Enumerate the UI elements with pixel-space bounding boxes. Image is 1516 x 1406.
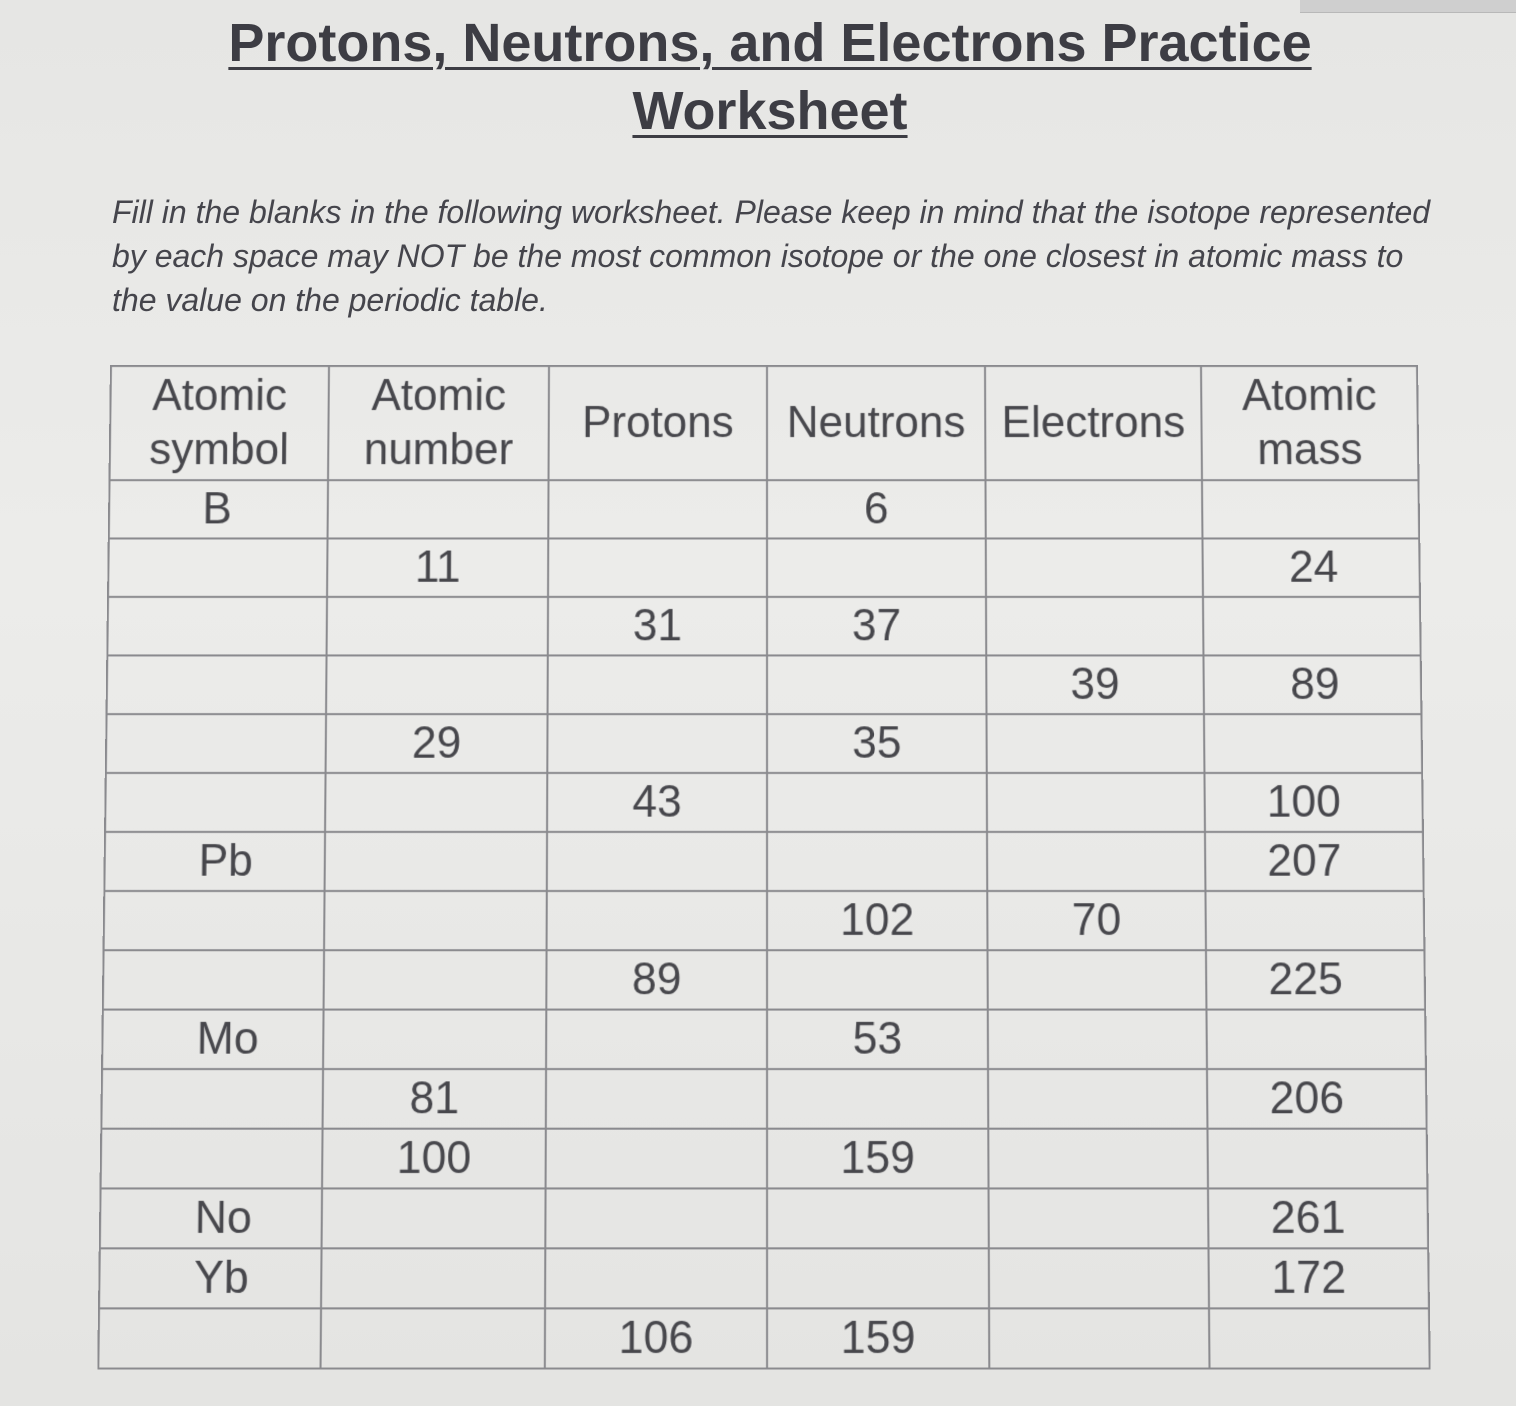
cell-atomic-symbol — [104, 891, 325, 950]
cell-atomic-symbol: Mo — [102, 1010, 323, 1069]
cell-neutrons — [767, 1069, 988, 1129]
cell-electrons — [986, 538, 1203, 596]
cell-protons — [548, 480, 767, 538]
table-row — [101, 1069, 1426, 1129]
cell-protons: 31 — [548, 597, 767, 656]
cell-neutrons — [767, 950, 988, 1009]
cell-atomic-number — [323, 1010, 546, 1069]
cell-neutrons — [767, 832, 987, 891]
cell-electrons — [986, 597, 1203, 656]
table-row — [107, 597, 1420, 656]
page-title-line-1: Protons, Neutrons, and Electrons Practice — [228, 13, 1312, 73]
cell-electrons — [989, 1248, 1209, 1308]
cell-atomic-number — [324, 950, 547, 1009]
cell-atomic-mass: 261 — [1208, 1188, 1428, 1248]
cell-atomic-mass — [1207, 1129, 1427, 1189]
table-row — [107, 655, 1422, 714]
cell-atomic-symbol: B — [109, 480, 328, 538]
cell-electrons — [986, 714, 1204, 773]
cell-atomic-symbol: No — [100, 1188, 322, 1248]
cell-electrons: 39 — [986, 655, 1204, 714]
table-row — [104, 832, 1423, 891]
cell-atomic-number: 81 — [323, 1069, 547, 1129]
cell-atomic-symbol: Yb — [99, 1248, 321, 1308]
table-row — [99, 1248, 1429, 1308]
cell-neutrons: 35 — [767, 714, 987, 773]
cell-atomic-mass: 225 — [1206, 950, 1425, 1009]
cell-atomic-mass: 100 — [1204, 773, 1422, 832]
cell-electrons — [985, 480, 1202, 538]
table-row — [106, 714, 1422, 773]
cell-atomic-symbol — [98, 1308, 321, 1368]
cell-atomic-mass — [1206, 1010, 1425, 1069]
cell-atomic-mass — [1204, 714, 1422, 773]
cell-atomic-number — [328, 480, 549, 538]
cell-electrons — [988, 950, 1207, 1009]
cell-protons — [548, 538, 767, 596]
cell-atomic-symbol: Pb — [104, 832, 325, 891]
cell-atomic-number: 100 — [322, 1129, 546, 1189]
cell-atomic-symbol — [103, 950, 324, 1009]
cell-protons — [547, 891, 767, 950]
table-row — [100, 1188, 1428, 1248]
cell-atomic-mass: 206 — [1207, 1069, 1427, 1129]
cell-electrons — [989, 1308, 1209, 1368]
cell-neutrons: 159 — [767, 1129, 988, 1189]
cell-protons: 89 — [546, 950, 767, 1009]
header-atomic-number: Atomic number — [328, 366, 549, 480]
cell-atomic-mass — [1209, 1308, 1430, 1368]
table-row — [98, 1308, 1429, 1368]
cell-electrons — [987, 832, 1205, 891]
cell-atomic-number — [322, 1188, 546, 1248]
instructions-text: Fill in the blanks in the following worksheet. Please keep in mind that the isotope represented by each space may NOT be the most common isotope or the one closest in atomic mass to the value on the periodic table. — [112, 194, 1431, 318]
header-atomic-mass: Atomic mass — [1201, 366, 1418, 480]
cell-neutrons: 6 — [767, 480, 986, 538]
header-protons: Protons — [549, 366, 767, 480]
cell-neutrons: 159 — [767, 1308, 989, 1368]
table-row — [103, 950, 1425, 1009]
header-neutrons: Neutrons — [767, 366, 985, 480]
cell-atomic-symbol — [108, 538, 327, 596]
cell-neutrons — [767, 538, 986, 596]
cell-electrons — [989, 1188, 1209, 1248]
table-row — [104, 891, 1425, 950]
cell-electrons — [988, 1010, 1207, 1069]
worksheet-table — [97, 365, 1430, 1370]
cell-protons — [545, 1248, 767, 1308]
cell-neutrons — [767, 655, 986, 714]
page-title-line-2: Worksheet — [632, 81, 908, 141]
cell-electrons — [987, 773, 1205, 832]
cell-atomic-mass — [1203, 597, 1421, 656]
cell-electrons — [988, 1069, 1207, 1129]
cell-protons — [546, 1069, 767, 1129]
table-header-row — [110, 366, 1419, 480]
cell-atomic-number — [321, 1308, 546, 1368]
table-row — [108, 538, 1420, 596]
header-atomic-symbol: Atomic symbol — [110, 366, 329, 480]
cell-neutrons — [767, 1188, 989, 1248]
table-row — [105, 773, 1423, 832]
cell-electrons: 70 — [987, 891, 1206, 950]
cell-atomic-symbol — [107, 597, 327, 656]
cell-atomic-symbol — [101, 1069, 323, 1129]
cell-protons — [547, 714, 767, 773]
table-row — [109, 480, 1419, 538]
cell-protons — [546, 1129, 767, 1189]
cell-atomic-mass — [1202, 480, 1419, 538]
cell-atomic-number — [327, 597, 548, 656]
table-row — [101, 1129, 1428, 1189]
cell-protons: 43 — [547, 773, 767, 832]
cell-neutrons — [767, 1248, 989, 1308]
cell-atomic-number — [325, 832, 547, 891]
cell-neutrons — [767, 773, 987, 832]
cell-atomic-number — [326, 655, 548, 714]
cell-atomic-mass — [1205, 891, 1424, 950]
cell-neutrons: 37 — [767, 597, 986, 656]
cell-atomic-symbol — [105, 773, 325, 832]
cell-protons — [548, 655, 767, 714]
cell-atomic-mass: 89 — [1203, 655, 1421, 714]
cell-atomic-symbol — [106, 714, 326, 773]
cell-atomic-mass: 24 — [1202, 538, 1419, 596]
cell-protons — [545, 1188, 767, 1248]
table-row — [102, 1010, 1426, 1069]
cell-neutrons: 53 — [767, 1010, 988, 1069]
cell-atomic-symbol — [107, 655, 327, 714]
cell-atomic-number — [321, 1248, 545, 1308]
cell-atomic-mass: 172 — [1208, 1248, 1428, 1308]
cell-atomic-number: 29 — [326, 714, 548, 773]
cell-atomic-number — [325, 773, 547, 832]
cell-protons — [546, 1010, 767, 1069]
cell-atomic-mass: 207 — [1205, 832, 1424, 891]
cell-atomic-number — [324, 891, 547, 950]
cell-atomic-number: 11 — [327, 538, 548, 596]
cell-protons — [547, 832, 767, 891]
cell-electrons — [988, 1129, 1208, 1189]
header-electrons: Electrons — [985, 366, 1202, 480]
cell-neutrons: 102 — [767, 891, 987, 950]
cell-atomic-symbol — [101, 1129, 323, 1189]
cell-protons: 106 — [545, 1308, 767, 1368]
